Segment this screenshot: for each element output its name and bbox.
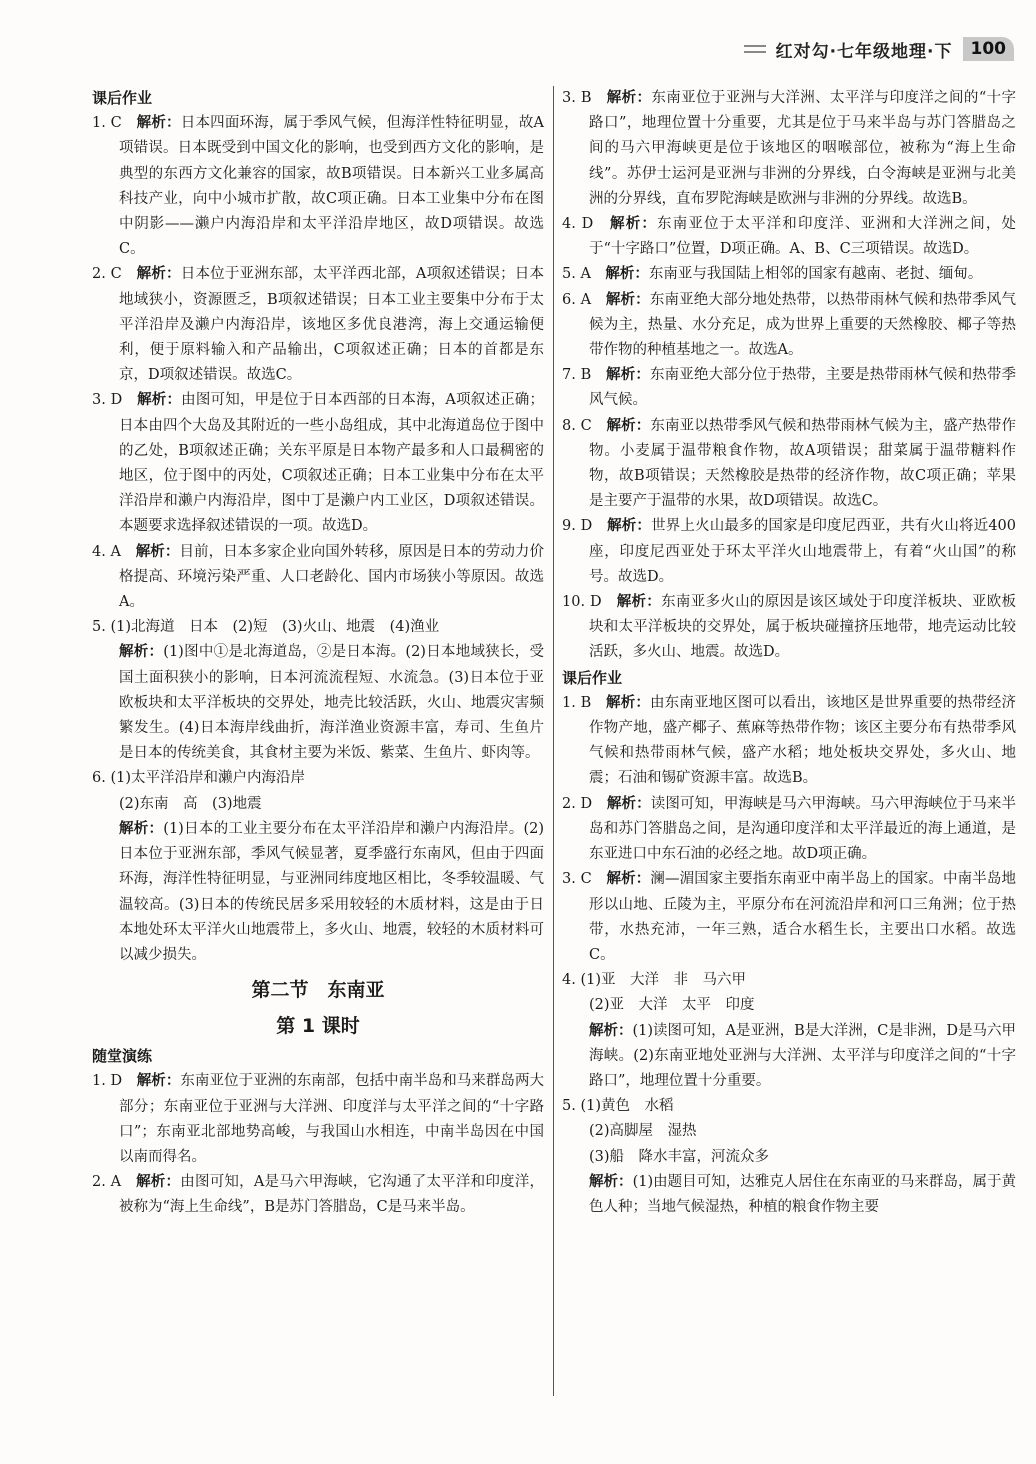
answer-item: 4. (1)亚 大洋 非 马六甲 [562, 972, 746, 989]
answer-item: 3. C 解析：澜—湄国家主要指东南亚中南半岛上的国家。中南半岛地形以山地、丘陵为主，平原分布在河流沿岸和河口三角洲；位于热带，水热充沛，一年三熟，适合水稻生长，主要出口水稻。故选C。 [562, 871, 1017, 963]
answer-analysis: 解析：(1)由题目可知，达雅克人居住在东南亚的马来群岛，属于黄色人种；当地气候湿热，种植的粮食作物主要 [589, 1173, 1017, 1215]
answer-item: 1. C 解析：日本四面环海，属于季风气候，但海洋性特征明显，故A项错误。日本既受到中国文化的影响，也受到西方文化的影响，是典型的东西方文化兼容的国家，故B项错误。日本新兴工业多属高科技产业，向中小城市扩散，故C项正确。日本工业集中分布在图中阴影——濑户内海沿岸和太平洋沿岸地区，故D项错误。故选C。 [92, 115, 544, 258]
chapter-title: 第二节 东南亚 [251, 979, 385, 1002]
answer-item: 4. A 解析：目前，日本多家企业向国外转移，原因是日本的劳动力价格提高、环境污染严重、人口老龄化、国内市场狭小等原因。故选A。 [92, 543, 545, 611]
answer-item: 6. (1)太平洋沿岸和濑户内海沿岸 [92, 770, 305, 787]
answer-item: 9. D 解析：世界上火山最多的国家是印度尼西亚，共有火山将近400座，印度尼西亚处于环太平洋火山地震带上，有着“火山国”的称号。故选D。 [562, 518, 1016, 585]
answer-analysis: 解析：(1)日本的工业主要分布在太平洋沿岸和濑户内海沿岸。(2)日本位于亚洲东部，季风气候显著，夏季盛行东南风，但由于四面环海，海洋性特征明显，与亚洲同纬度地区相比，冬季较温暖、气温较高。(3)日本的传统民居多采用较轻的木质材料，这是由于日本地处环太平洋火山地震带上，多火山、地震，较轻的木质材料可以减少损失。 [119, 820, 545, 963]
answer-line: (2)亚 大洋 太平 印度 [589, 997, 755, 1014]
answer-line: (3)船 降水丰富，河流众多 [589, 1148, 770, 1165]
answer-item: 10. D 解析：东南亚多火山的原因是该区域处于印度洋板块、亚欧板块和太平洋板块的交界处，属于板块碰撞挤压地带，地壳运动比较活跃，多火山、地震。故选D。 [562, 594, 1017, 661]
answer-item: 6. A 解析：东南亚绝大部分地处热带，以热带雨林气候和热带季风气候为主，热量、水分充足，成为世界上重要的天然橡胶、椰子等热带作物的种植基地之一。故选A。 [562, 291, 1017, 359]
answer-item: 5. (1)黄色 水稻 [562, 1098, 674, 1115]
answer-item: 5. (1)北海道 日本 (2)短 (3)火山、地震 (4)渔业 [92, 619, 440, 636]
answer-item: 2. A 解析：由图可知，A是马六甲海峡，它沟通了太平洋和印度洋，被称为“海上生命线”，B是苏门答腊岛，C是马来半岛。 [92, 1174, 544, 1216]
answer-item: 5. A 解析：东南亚与我国陆上相邻的国家有越南、老挝、缅甸。 [562, 266, 983, 283]
answer-analysis: 解析：(1)图中①是北海道岛，②是日本海。(2)日本地域狭长，受国土面积狭小的影响，日本河流流程短、水流急。(3)日本位于亚欧板块和太平洋板块的交界处，地壳比较活跃，火山、地震灾害频繁发生。(4)日本海岸线曲折，海洋渔业资源丰富，寿司、生鱼片是日本的传统美食，其食材主要为米饭、紫菜、生鱼片、虾肉等。 [119, 644, 545, 762]
section-heading: 课后作业 [562, 668, 623, 687]
lesson-title: 第 1 课时 [276, 1015, 360, 1038]
answer-item: 8. C 解析：东南亚以热带季风气候和热带雨林气候为主，盛产热带作物。小麦属于温带粮食作物，故A项错误；甜菜属于温带糖料作物，故B项错误；天然橡胶是热带的经济作物，故C项正确；苹果是主要产于温带的水果，故D项错误。故选C。 [562, 417, 1017, 510]
answer-line: (2)高脚屋 湿热 [589, 1123, 697, 1140]
page-number: 100 [963, 37, 1015, 61]
page-header [744, 36, 1014, 62]
answer-line: (2)东南 高 (3)地震 [119, 795, 262, 812]
answer-item: 3. D 解析：由图可知，甲是位于日本西部的日本海，A项叙述正确；日本由四个大岛及其附近的一些小岛组成，其中北海道岛位于图中的乙处，B项叙述正确；关东平原是日本物产最多和人口最稠密的地区，位于图中的丙处，C项叙述正确；日本工业集中分布在太平洋沿岸和濑户内海沿岸，图中丁是濑户内工业区，D项叙述错误。本题要求选择叙述错误的一项。故选D。 [92, 392, 544, 535]
answer-item: 3. B 解析：东南亚位于亚洲与大洋洲、太平洋与印度洋之间的“十字路口”，地理位置十分重要，尤其是位于马来半岛与苏门答腊岛之间的马六甲海峡更是位于该地区的咽喉部位，被称为“海上生命线”。苏伊士运河是亚洲与非洲的分界线，白令海峡是亚洲与北美洲的分界线，直布罗陀海峡是欧洲与非洲的分界线。故选B。 [562, 90, 1016, 207]
answer-item: 1. D 解析：东南亚位于亚洲的东南部，包括中南半岛和马来群岛两大部分；东南亚位于亚洲与大洋洲、印度洋与太平洋之间的“十字路口”；东南亚北部地势高峻，与我国山水相连，中南半岛因在中国以南而得名。 [92, 1073, 545, 1165]
answer-analysis: 解析：(1)读图可知，A是亚洲，B是大洋洲，C是非洲，D是马六甲海峡。(2)东南亚地处亚洲与大洋洲、太平洋与印度洋之间的“十字路口”，地理位置十分重要。 [589, 1022, 1016, 1089]
column-divider [553, 86, 554, 1396]
right-column [562, 86, 1016, 1220]
answer-item: 2. D 解析：读图可知，甲海峡是马六甲海峡。马六甲海峡位于马来半岛和苏门答腊岛之间，是沟通印度洋和太平洋最近的海上通道，是东亚进口中东石油的必经之地。故D项正确。 [562, 795, 1017, 863]
answer-item: 4. D 解析：东南亚位于太平洋和印度洋、亚洲和大洋洲之间，处于“十字路口”位置，D项正确。A、B、C三项错误。故选D。 [562, 216, 1017, 258]
header-lines-decoration [744, 45, 766, 53]
left-column [92, 86, 544, 1221]
section-heading: 随堂演练 [92, 1047, 153, 1066]
book-title: 红对勾·七年级地理·下 [775, 41, 953, 62]
answer-item: 2. C 解析：日本位于亚洲东部，太平洋西北部，A项叙述错误；日本地域狭小，资源匮乏，B项叙述错误；日本工业主要集中分布于太平洋沿岸及濑户内海沿岸，该地区多优良港湾，海上交通运输便利，便于原料输入和产品输出，C项叙述正确；日本的首都是东京，D项叙述错误。故选C。 [92, 266, 544, 384]
answer-item: 7. B 解析：东南亚绝大部分位于热带，主要是热带雨林气候和热带季风气候。 [562, 367, 1017, 409]
section-heading: 课后作业 [92, 89, 153, 107]
answer-item: 1. B 解析：由东南亚地区图可以看出，该地区是世界重要的热带经济作物产地，盛产椰子、蕉麻等热带作物；该区主要分布有热带季风气候和热带雨林气候，盛产水稻；地处板块交界处，多火山、地震；石油和锡矿资源丰富。故选B。 [562, 694, 1017, 787]
